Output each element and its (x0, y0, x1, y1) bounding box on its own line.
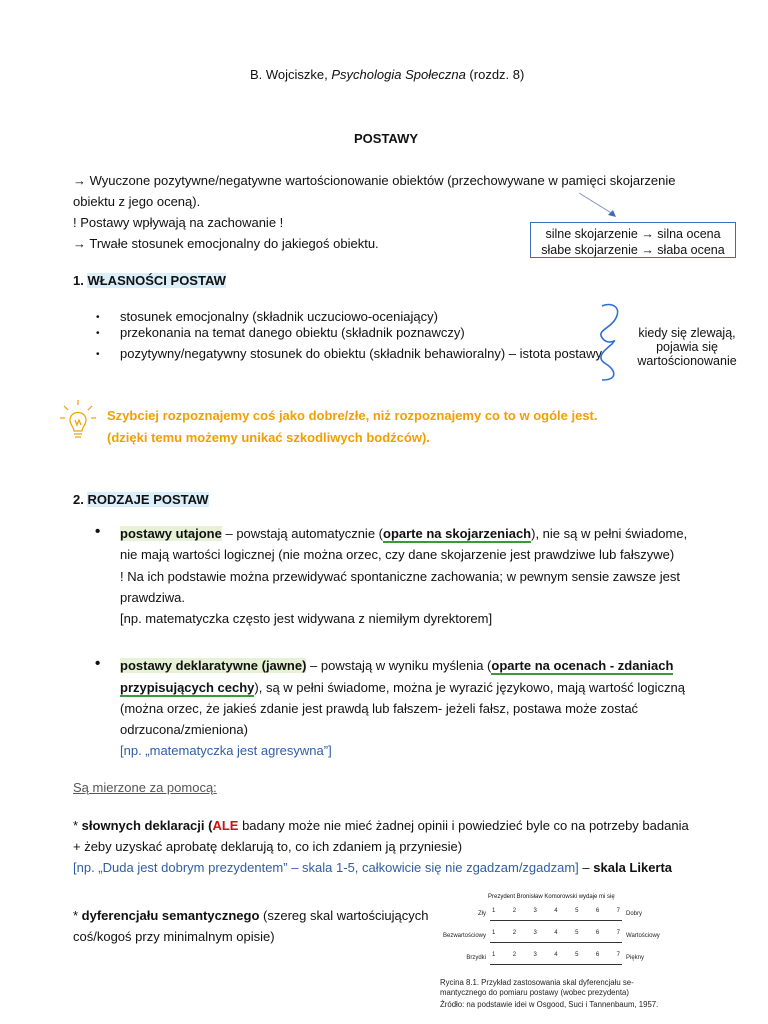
scale-number: 2 (512, 952, 517, 958)
document-header (250, 67, 524, 82)
semantic-term: dyferencjału semantycznego (81, 908, 260, 923)
curly-brace-icon (588, 300, 628, 384)
intro-line-2: obiektu z jego oceną). (73, 194, 201, 209)
semantic-line-2: coś/kogoś przy minimalnym opisie) (73, 929, 275, 944)
section-2-title: RODZAJE POSTAW (87, 492, 209, 507)
scale-number: 1 (492, 952, 496, 958)
verbal-line-1 (73, 815, 689, 836)
bullet-icon: • (96, 312, 100, 323)
scale-line (490, 917, 622, 921)
semantic-differential-figure (436, 888, 678, 1022)
header-book-title: Psychologia Społeczna (331, 67, 466, 82)
scale-number: 3 (533, 908, 537, 914)
scale-number: 1 (492, 908, 496, 914)
property-item-1: stosunek emocjonalny (składnik uczuciowo-oceniający) (120, 309, 438, 324)
scale-number: 6 (595, 908, 600, 914)
header-author: B. Wojciszke, (250, 67, 332, 82)
property-item-2: przekonania na temat danego obiektu (składnik poznawczy) (120, 325, 465, 340)
section-1-number: 1. (73, 273, 88, 288)
verbal-term: słownych deklaracji (81, 818, 205, 833)
declarative-rest: ), są w pełni świadome, można je wyrazić językowo, mają wartość logiczną (254, 680, 686, 695)
scale-row (436, 952, 678, 974)
box-line-2: słabe skojarzenie → słaba ocena (541, 243, 725, 257)
intro-line-3: ! Postawy wpływają na zachowanie ! (73, 215, 284, 230)
scale-number: 3 (533, 930, 537, 936)
semantic-rest: (szereg skal wartościujących (259, 908, 429, 923)
scale-number: 7 (616, 952, 620, 958)
bullet-icon: • (96, 328, 100, 339)
verbal-star: * (73, 818, 82, 833)
pointer-arrow (575, 190, 625, 222)
section-2-number: 2. (73, 492, 88, 507)
declarative-line-3: (można orzec, że jakieś zdanie jest prawdą lub fałszem- jeżeli fałsz, postawa może zostać (120, 701, 639, 716)
semantic-line-1 (73, 905, 428, 926)
declarative-underlined-1: oparte na ocenach - zdaniach (491, 658, 674, 673)
declarative-example: [np. „matematyczka jest agresywna”] (120, 743, 332, 758)
semantic-star: * (73, 908, 82, 923)
header-chapter: (rozdz. 8) (465, 67, 525, 82)
implicit-line-1 (120, 523, 687, 544)
scale-number: 2 (512, 930, 517, 936)
implicit-after-term: – powstają automatycznie ( (221, 526, 383, 541)
scale-number: 7 (616, 908, 620, 914)
implicit-rest: ), nie są w pełni świadome, (531, 526, 688, 541)
scale-number: 5 (575, 908, 579, 914)
intro-line-4: → Trwałe stosunek emocjonalny do jakiegoś obiektu. (73, 236, 379, 251)
declarative-after-term: – powstają w wyniku myślenia ( (306, 658, 492, 673)
verbal-open-paren: ( (204, 818, 213, 833)
figure-title: Prezydent Bronisław Komorowski wydaje mi się (488, 894, 615, 900)
tip-line-1: Szybciej rozpoznajemy coś jako dobre/złe, niż rozpoznajemy co to w ogóle jest. (107, 408, 598, 423)
bullet-icon: • (95, 655, 101, 672)
scale-number: 4 (554, 930, 558, 936)
section-1-title: WŁASNOŚCI POSTAW (87, 273, 226, 288)
implicit-underlined: oparte na skojarzeniach (383, 526, 532, 541)
scale-left-label: Zły (478, 911, 486, 917)
bullet-icon: • (96, 349, 100, 360)
scale-row (436, 930, 678, 952)
scale-right-label: Dobry (626, 911, 643, 917)
implicit-line-2: nie mają wartości logicznej (nie można orzec, czy dane skojarzenie jest prawdziwe lub fałszywe) (120, 547, 675, 562)
figure-caption-1: Rycina 8.1. Przykład zastosowania skal dyferencjału se- (440, 978, 634, 987)
lightbulb-icon (58, 398, 98, 442)
scale-number: 1 (492, 930, 496, 936)
implicit-line-3: ! Na ich podstawie można przewidywać spontaniczne zachowania; w pewnym sensie zawsze jest (120, 569, 680, 584)
scale-number: 6 (595, 952, 600, 958)
bullet-icon: • (95, 523, 101, 540)
verbal-ale: ALE (212, 818, 239, 833)
intro-line-1: → Wyuczone pozytywne/negatywne wartościonowanie obiektów (przechowywane w pamięci skojarzenie (73, 173, 676, 188)
verbal-line-3 (73, 857, 672, 878)
scale-right-label: Wartościowy (626, 933, 660, 939)
association-box (530, 222, 736, 258)
section-2-heading (73, 492, 209, 507)
scale-number: 5 (575, 930, 579, 936)
implicit-term: postawy utajone (120, 526, 222, 541)
tip-line-2: (dzięki temu możemy unikać szkodliwych bodźców). (107, 430, 430, 445)
implicit-line-4: prawdziwa. (120, 590, 186, 605)
scale-left-label: Bezwartościowy (442, 933, 486, 939)
page-title: POSTAWY (354, 131, 419, 146)
property-item-3: pozytywny/negatywny stosunek do obiektu (składnik behawioralny) – istota postawy (120, 346, 602, 361)
scale-number: 7 (616, 930, 620, 936)
scale-line (490, 939, 622, 943)
scale-line (490, 961, 622, 965)
implicit-example: [np. matematyczka często jest widywana z niemiłym dyrektorem] (120, 611, 493, 626)
scale-number: 5 (575, 952, 579, 958)
likert-scale-label: skala Likerta (593, 860, 673, 875)
declarative-underlined-2: przypisujących cechy (120, 680, 255, 695)
box-line-1: silne skojarzenie → silna ocena (545, 227, 721, 241)
scale-row (436, 908, 678, 930)
scale-right-label: Piękny (626, 955, 645, 961)
measured-heading: Są mierzone za pomocą: (73, 780, 217, 795)
declarative-line-4: odrzucona/zmieniona) (120, 722, 248, 737)
figure-source: Źródło: na podstawie idei w Osgood, Suci i Tannenbaum, 1957. (440, 1000, 659, 1009)
scale-number: 6 (595, 930, 600, 936)
verbal-rest: badany może nie mieć żadnej opinii i powiedzieć byle co na potrzeby badania (238, 818, 689, 833)
side-note: kiedy się zlewają, pojawia się wartościonowanie (637, 326, 737, 368)
verbal-line-2: + żeby uzyskać aprobatę deklarują to, co ich zdaniem ją przyniesie) (73, 839, 463, 854)
figure-caption-2: mantycznego do pomiaru postawy (wobec prezydenta) (440, 988, 629, 997)
declarative-line-1 (120, 655, 673, 676)
scale-number: 4 (554, 952, 558, 958)
scale-number: 3 (533, 952, 537, 958)
scale-number: 4 (554, 908, 558, 914)
scale-number: 2 (512, 908, 517, 914)
verbal-dash: – (578, 860, 594, 875)
scale-left-label: Brzydki (466, 955, 486, 961)
section-1-heading (73, 273, 226, 288)
verbal-example: [np. „Duda jest dobrym prezydentem” – skala 1-5, całkowicie się nie zgadzam/zgadzam] (73, 860, 579, 875)
declarative-line-2 (120, 677, 685, 698)
declarative-term: postawy deklaratywne (jawne) (120, 658, 307, 673)
